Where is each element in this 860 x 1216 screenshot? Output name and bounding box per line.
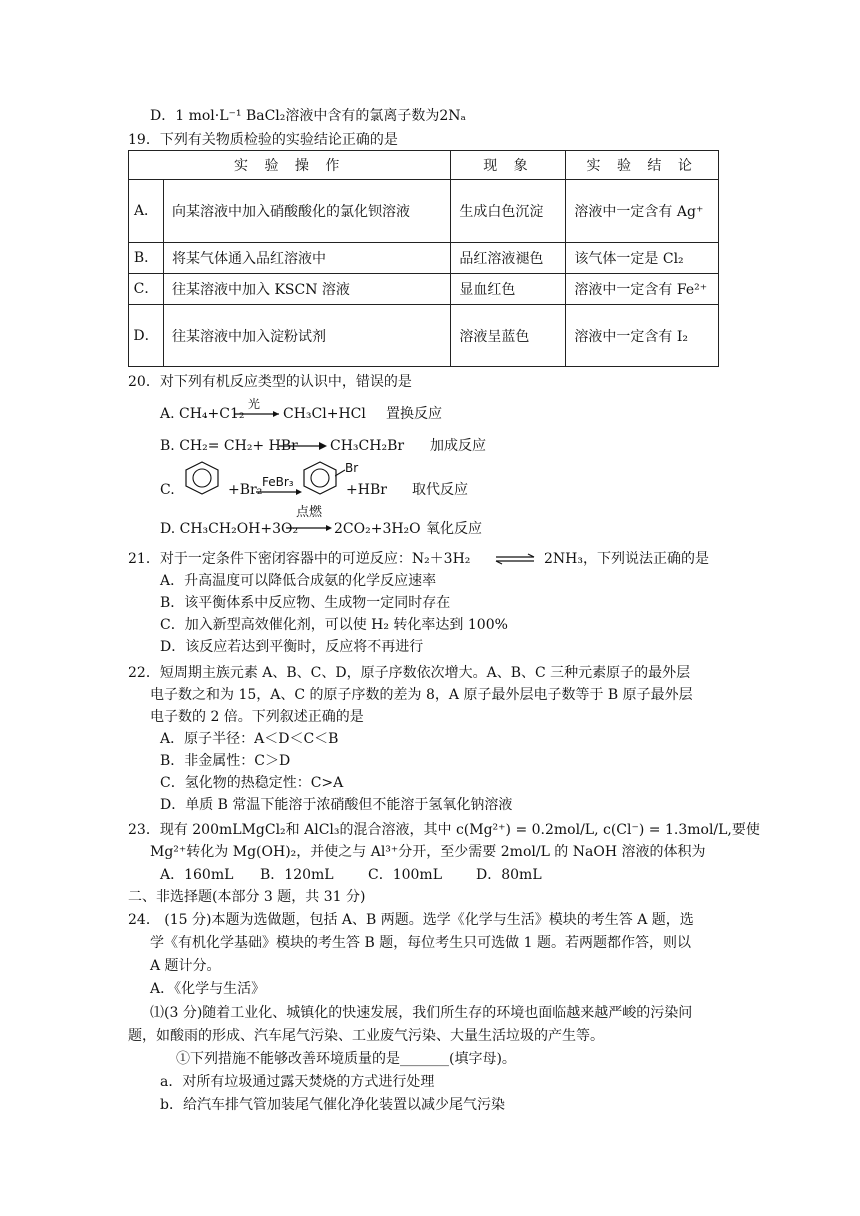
row-conclusion: 溶液中一定含有 Fe²⁺ — [566, 274, 719, 305]
row-conclusion: 溶液中一定含有 I₂ — [566, 305, 719, 367]
reaction-arrow-icon — [286, 524, 336, 532]
reaction-arrow-icon — [256, 488, 306, 496]
q23-option-d: D．80mL — [476, 867, 542, 883]
q20-d-products: 2CO₂+3H₂O — [334, 521, 421, 537]
q20-a-reactants: A. CH₄+C1₂ — [160, 406, 245, 422]
q21-stem-end: 2NH₃，下列说法正确的是 — [544, 551, 709, 567]
q23-line-2: Mg²⁺转化为 Mg(OH)₂，并使之与 Al³⁺分开，至少需要 2mol/L 的 NaOH 溶液的体积为 — [150, 844, 706, 860]
q22-line-2: 电子数之和为 15，A、C 的原子序数的差为 8，A 原子最外层电子数等于 B 原子最外层 — [150, 687, 693, 703]
q24-line-2: 学《有机化学基础》模块的考生答 B 题，每位考生只可选做 1 题。若两题都作答，则以 — [150, 935, 691, 951]
q22-option-c: C．氢化物的热稳定性：C>A — [160, 775, 344, 791]
header-conclusion: 实 验 结 论 — [566, 151, 719, 180]
q24-line-3: A 题计分。 — [150, 958, 221, 974]
row-option: B． — [129, 243, 164, 274]
q20-d-type: 氧化反应 — [426, 521, 482, 537]
table-row — [129, 243, 719, 274]
q20-stem: 20．对下列有机反应类型的认识中，错误的是 — [128, 374, 412, 390]
q19-table — [128, 150, 719, 367]
q22-line-3: 电子数的 2 倍。下列叙述正确的是 — [150, 709, 364, 725]
row-option: C． — [129, 274, 164, 305]
q23-option-a: A．160mL — [160, 867, 234, 883]
table-header-row — [129, 151, 719, 180]
q20-b-reactants: B. CH₂= CH₂+ HBr — [160, 438, 298, 454]
row-operation: 将某气体通入品红溶液中 — [164, 243, 451, 274]
header-operation: 实 验 操 作 — [129, 151, 451, 180]
q21-option-d: D．该反应若达到平衡时，反应将不再进行 — [160, 639, 424, 655]
header-phenomenon: 现 象 — [451, 151, 566, 180]
q24-option-b: b．给汽车排气管加装尾气催化净化装置以减少尾气污染 — [160, 1097, 505, 1113]
q24-paragraph-line-1: ⑴(3 分)随着工业化、城镇化的快速发展，我们所生存的环境也面临越来越严峻的污染问 — [150, 1005, 693, 1021]
q20-b-products: CH₃CH₂Br — [330, 438, 405, 454]
section-heading: 二、非选择题(本部分 3 题，共 31 分) — [128, 889, 366, 905]
q20-c-substituent: Br — [345, 461, 359, 475]
reaction-arrow-icon — [279, 442, 329, 450]
row-conclusion: 该气体一定是 Cl₂ — [566, 243, 719, 274]
row-phenomenon: 溶液呈蓝色 — [451, 305, 566, 367]
row-operation: 向某溶液中加入硝酸酸化的氯化钡溶液 — [164, 180, 451, 243]
q23-option-b: B．120mL — [260, 867, 334, 883]
benzene-ring-icon — [184, 461, 220, 495]
q20-c-bromine: +Br₂ — [228, 482, 263, 498]
row-phenomenon: 生成白色沉淀 — [451, 180, 566, 243]
q20-c-type: 取代反应 — [412, 482, 468, 498]
q22-line-1: 22．短周期主族元素 A、B、C、D，原子序数依次增大。A、B、C 三种元素原子的最外层 — [128, 665, 691, 681]
q22-option-a: A．原子半径：A＜D＜C＜B — [160, 731, 339, 747]
q20-c-label: C. — [160, 482, 175, 498]
row-conclusion: 溶液中一定含有 Ag⁺ — [566, 180, 719, 243]
table-row — [129, 180, 719, 243]
equilibrium-arrow-icon — [494, 553, 538, 565]
reaction-arrow-icon — [235, 410, 283, 418]
q20-c-products: +HBr — [346, 482, 387, 498]
q20-b-type: 加成反应 — [430, 438, 486, 454]
q20-c-catalyst: FeBr₃ — [262, 475, 294, 489]
q20-d-condition: 点燃 — [296, 505, 323, 520]
table-row — [129, 274, 719, 305]
row-phenomenon: 显血红色 — [451, 274, 566, 305]
q24-line-1: 24． (15 分)本题为选做题，包括 A、B 两题。选学《化学与生活》模块的考生答 A 题，选 — [128, 912, 694, 928]
q24-paragraph-line-2: 题，如酸雨的形成、汽车尾气污染、工业废气污染、大量生活垃圾的产生等。 — [128, 1028, 604, 1044]
q23-option-c: C．100mL — [368, 867, 443, 883]
row-option: D． — [129, 305, 164, 367]
q20-a-products: CH₃Cl+HCl — [283, 406, 366, 422]
table-row — [129, 305, 719, 367]
q20-a-condition: 光 — [248, 397, 261, 411]
q21-stem: 21．对于一定条件下密闭容器中的可逆反应：N₂＋3H₂ — [128, 551, 471, 567]
row-operation: 往某溶液中加入淀粉试剂 — [164, 305, 451, 367]
row-option: A． — [129, 180, 164, 243]
q19-stem: 19．下列有关物质检验的实验结论正确的是 — [128, 132, 398, 148]
q21-option-b: B．该平衡体系中反应物、生成物一定同时存在 — [160, 595, 451, 611]
row-phenomenon: 品红溶液褪色 — [451, 243, 566, 274]
q24-subquestion-1: ①下列措施不能够改善环境质量的是_______(填字母)。 — [176, 1051, 516, 1067]
q21-option-c: C．加入新型高效催化剂，可以使 H₂ 转化率达到 100% — [160, 617, 508, 633]
bromobenzene-ring-icon — [302, 461, 338, 495]
row-operation: 往某溶液中加入 KSCN 溶液 — [164, 274, 451, 305]
q24-option-a: a．对所有垃圾通过露天焚烧的方式进行处理 — [160, 1074, 435, 1090]
q18-option-d: D．1 mol·L⁻¹ BaCl₂溶液中含有的氯离子数为2Nₐ — [150, 108, 466, 124]
q22-option-b: B．非金属性：C＞D — [160, 753, 291, 769]
q20-d-reactants: D. CH₃CH₂OH+3O₂ — [160, 521, 299, 537]
q23-line-1: 23．现有 200mLMgCl₂和 AlCl₃的混合溶液，其中 c(Mg²⁺) = 0.2mol/L, c(Cl⁻) = 1.3mol/L,要使 — [128, 822, 760, 838]
q24-part-a-title: A．《化学与生活》 — [150, 981, 266, 997]
q21-option-a: A．升高温度可以降低合成氨的化学反应速率 — [160, 573, 437, 589]
q22-option-d: D．单质 B 常温下能溶于浓硝酸但不能溶于氢氧化钠溶液 — [160, 797, 513, 813]
q20-a-type: 置换反应 — [386, 406, 442, 422]
